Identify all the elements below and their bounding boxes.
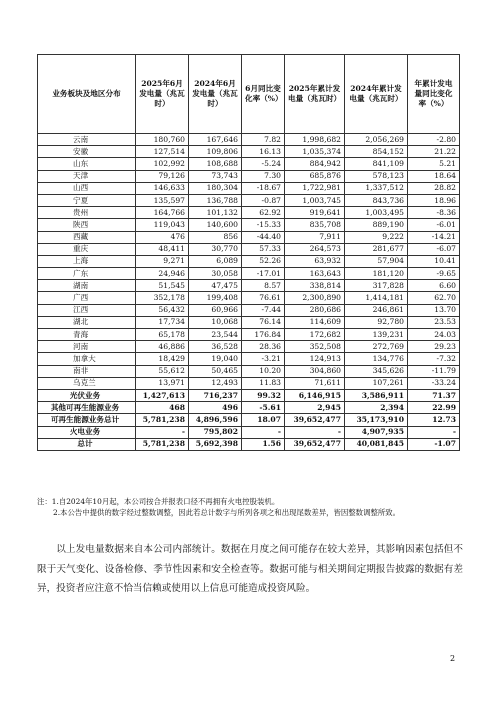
value-cell: 8.57 (242, 280, 285, 292)
summary-value-cell: 6,146,915 (285, 389, 345, 401)
region-cell: 安徽 (38, 146, 136, 158)
value-cell: 7.82 (242, 134, 285, 146)
value-cell: -9.65 (408, 268, 460, 280)
table-row (38, 243, 460, 255)
summary-value-cell: 1.56 (242, 438, 285, 450)
summary-row (38, 438, 460, 450)
value-cell: 19,040 (189, 353, 242, 365)
value-cell: 1,414,181 (345, 292, 408, 304)
region-cell: 湖南 (38, 280, 136, 292)
value-cell: 1,722,981 (285, 182, 345, 194)
summary-value-cell: 795,802 (189, 426, 242, 438)
value-cell: 50,465 (189, 365, 242, 377)
value-cell: 163,643 (285, 268, 345, 280)
value-cell: 28.82 (408, 182, 460, 194)
value-cell: 71,611 (285, 377, 345, 389)
summary-value-cell: - (242, 426, 285, 438)
value-cell: 109,806 (189, 146, 242, 158)
summary-row (38, 402, 460, 414)
footnotes (37, 497, 467, 518)
table-row (38, 255, 460, 267)
region-cell: 河南 (38, 341, 136, 353)
region-cell: 云南 (38, 134, 136, 146)
value-cell: 1,337,512 (345, 182, 408, 194)
value-cell: 1,035,374 (285, 146, 345, 158)
summary-value-cell: 496 (189, 402, 242, 414)
table-row (38, 353, 460, 365)
disclaimer-text: 以上发电量数据来自本公司内部统计。数据在月度之间可能存在较大差异，其影响因素包括但不限于天气变化、设备检修、季节性因素和安全检查等。数据可能与相关期间定期报告披露的数据有差异，投资者应注意不恰当信赖或使用以上信息可能造成投资风险。 (37, 544, 463, 595)
value-cell: 36,528 (189, 341, 242, 353)
value-cell: 181,120 (345, 268, 408, 280)
summary-value-cell: - (136, 426, 189, 438)
region-cell: 青海 (38, 329, 136, 341)
table-row (38, 219, 460, 231)
value-cell: 854,152 (345, 146, 408, 158)
summary-value-cell: 5,781,238 (136, 414, 189, 426)
table-row (38, 377, 460, 389)
table-row (38, 146, 460, 158)
summary-value-cell: -1.07 (408, 438, 460, 450)
value-cell: 338,814 (285, 280, 345, 292)
value-cell: 199,408 (189, 292, 242, 304)
value-cell: 176.84 (242, 329, 285, 341)
summary-row (38, 414, 460, 426)
value-cell: 17,734 (136, 316, 189, 328)
summary-value-cell: - (285, 426, 345, 438)
value-cell: 30,058 (189, 268, 242, 280)
table-row (38, 329, 460, 341)
value-cell: 24,946 (136, 268, 189, 280)
value-cell: -2.80 (408, 134, 460, 146)
footnote-2: 2.本公告中提供的数字经过整数调整，因此若总计数字与所列各项之和出现尾数差异，皆因整数调整所致。 (53, 507, 401, 517)
value-cell: 23,544 (189, 329, 242, 341)
summary-label-cell: 火电业务 (38, 426, 136, 438)
region-cell: 重庆 (38, 243, 136, 255)
header-region: 业务板块及地区分布 (38, 55, 136, 134)
value-cell: 114,609 (285, 316, 345, 328)
value-cell: 119,043 (136, 219, 189, 231)
summary-value-cell: 22.99 (408, 402, 460, 414)
value-cell: 476 (136, 231, 189, 243)
value-cell: 1,003,495 (345, 207, 408, 219)
value-cell: 2,300,890 (285, 292, 345, 304)
summary-value-cell: 4,907,935 (345, 426, 408, 438)
value-cell: -33.24 (408, 377, 460, 389)
summary-value-cell: 99.32 (242, 389, 285, 401)
value-cell: 108,688 (189, 158, 242, 170)
value-cell: 73,743 (189, 170, 242, 182)
region-cell: 南非 (38, 365, 136, 377)
value-cell: 345,626 (345, 365, 408, 377)
value-cell: 76.61 (242, 292, 285, 304)
footnote-1: 注：1.自2024年10月起，本公司按合并报表口径不再拥有火电控股装机。 (37, 497, 280, 506)
value-cell: -7.44 (242, 304, 285, 316)
summary-label-cell: 光伏业务 (38, 389, 136, 401)
value-cell: 23.53 (408, 316, 460, 328)
table-row (38, 207, 460, 219)
value-cell: 16.13 (242, 146, 285, 158)
value-cell: 62.70 (408, 292, 460, 304)
generation-table (37, 54, 460, 451)
table-row (38, 268, 460, 280)
value-cell: 272,769 (345, 341, 408, 353)
summary-row (38, 426, 460, 438)
region-cell: 天津 (38, 170, 136, 182)
region-cell: 西藏 (38, 231, 136, 243)
table-row (38, 194, 460, 206)
value-cell: 18.64 (408, 170, 460, 182)
summary-value-cell: 40,081,845 (345, 438, 408, 450)
value-cell: 102,992 (136, 158, 189, 170)
table-row (38, 316, 460, 328)
value-cell: 685,876 (285, 170, 345, 182)
table-row (38, 158, 460, 170)
value-cell: 24.03 (408, 329, 460, 341)
value-cell: -44.40 (242, 231, 285, 243)
summary-value-cell: 39,652,477 (285, 438, 345, 450)
value-cell: -18.67 (242, 182, 285, 194)
region-cell: 湖北 (38, 316, 136, 328)
value-cell: 246,861 (345, 304, 408, 316)
value-cell: 52.26 (242, 255, 285, 267)
value-cell: 124,913 (285, 353, 345, 365)
value-cell: 140,600 (189, 219, 242, 231)
value-cell: 884,942 (285, 158, 345, 170)
table-row (38, 365, 460, 377)
summary-value-cell: 3,586,911 (345, 389, 408, 401)
value-cell: 180,304 (189, 182, 242, 194)
value-cell: 919,641 (285, 207, 345, 219)
value-cell: 48,411 (136, 243, 189, 255)
value-cell: -6.07 (408, 243, 460, 255)
summary-value-cell: 18.07 (242, 414, 285, 426)
region-cell: 陕西 (38, 219, 136, 231)
region-cell: 江西 (38, 304, 136, 316)
value-cell: 139,231 (345, 329, 408, 341)
value-cell: 10.20 (242, 365, 285, 377)
value-cell: 12,493 (189, 377, 242, 389)
value-cell: 21.22 (408, 146, 460, 158)
value-cell: 51,545 (136, 280, 189, 292)
value-cell: 101,132 (189, 207, 242, 219)
value-cell: -8.36 (408, 207, 460, 219)
summary-value-cell: 4,896,596 (189, 414, 242, 426)
table-row (38, 134, 460, 146)
table-header-row (38, 55, 460, 134)
value-cell: 180,760 (136, 134, 189, 146)
value-cell: 7,911 (285, 231, 345, 243)
value-cell: 10,068 (189, 316, 242, 328)
value-cell: 304,860 (285, 365, 345, 377)
value-cell: -14.21 (408, 231, 460, 243)
region-cell: 广西 (38, 292, 136, 304)
region-cell: 山东 (38, 158, 136, 170)
value-cell: 578,123 (345, 170, 408, 182)
summary-value-cell: 2,394 (345, 402, 408, 414)
summary-value-cell: 716,237 (189, 389, 242, 401)
value-cell: 79,126 (136, 170, 189, 182)
value-cell: 29.23 (408, 341, 460, 353)
value-cell: 5.21 (408, 158, 460, 170)
table-row (38, 280, 460, 292)
value-cell: 264,573 (285, 243, 345, 255)
value-cell: 57.33 (242, 243, 285, 255)
table-row (38, 170, 460, 182)
value-cell: 841,109 (345, 158, 408, 170)
value-cell: 13.70 (408, 304, 460, 316)
summary-value-cell: 1,427,613 (136, 389, 189, 401)
region-cell: 加拿大 (38, 353, 136, 365)
table-row (38, 231, 460, 243)
value-cell: 164,766 (136, 207, 189, 219)
summary-value-cell: 39,652,477 (285, 414, 345, 426)
value-cell: -17.01 (242, 268, 285, 280)
value-cell: 167,646 (189, 134, 242, 146)
value-cell: -3.21 (242, 353, 285, 365)
value-cell: 135,597 (136, 194, 189, 206)
value-cell: 9,222 (345, 231, 408, 243)
value-cell: 92,780 (345, 316, 408, 328)
summary-value-cell: - (408, 426, 460, 438)
disclaimer-paragraph (37, 540, 463, 599)
header-ytd-yoy: 年累计发电量同比变化率（%） (408, 55, 460, 134)
value-cell: 280,686 (285, 304, 345, 316)
value-cell: 281,677 (345, 243, 408, 255)
value-cell: -11.79 (408, 365, 460, 377)
value-cell: 134,776 (345, 353, 408, 365)
page-number: 2 (450, 654, 456, 663)
region-cell: 乌克兰 (38, 377, 136, 389)
value-cell: 172,682 (285, 329, 345, 341)
value-cell: 856 (189, 231, 242, 243)
value-cell: 843,736 (345, 194, 408, 206)
table-row (38, 182, 460, 194)
region-cell: 山西 (38, 182, 136, 194)
region-cell: 贵州 (38, 207, 136, 219)
value-cell: -5.24 (242, 158, 285, 170)
value-cell: -6.01 (408, 219, 460, 231)
summary-value-cell: 12.73 (408, 414, 460, 426)
value-cell: 18.96 (408, 194, 460, 206)
value-cell: 1,003,745 (285, 194, 345, 206)
summary-value-cell: 468 (136, 402, 189, 414)
value-cell: 146,633 (136, 182, 189, 194)
summary-label-cell: 可再生能源业务总计 (38, 414, 136, 426)
region-cell: 广东 (38, 268, 136, 280)
value-cell: 6.60 (408, 280, 460, 292)
summary-row (38, 389, 460, 401)
value-cell: -0.87 (242, 194, 285, 206)
value-cell: 9,271 (136, 255, 189, 267)
value-cell: 62.92 (242, 207, 285, 219)
value-cell: 10.41 (408, 255, 460, 267)
value-cell: 13,971 (136, 377, 189, 389)
value-cell: 6,089 (189, 255, 242, 267)
table-row (38, 292, 460, 304)
summary-value-cell: 5,781,238 (136, 438, 189, 450)
value-cell: 28.36 (242, 341, 285, 353)
value-cell: -15.33 (242, 219, 285, 231)
header-ytd-2025: 2025年累计发电量（兆瓦时） (285, 55, 345, 134)
header-jun-yoy: 6月同比变化率（%） (242, 55, 285, 134)
value-cell: 317,828 (345, 280, 408, 292)
header-jun-2024: 2024年6月发电量（兆瓦时） (189, 55, 242, 134)
summary-label-cell: 其他可再生能源业务 (38, 402, 136, 414)
summary-value-cell: 35,173,910 (345, 414, 408, 426)
summary-value-cell: 71.37 (408, 389, 460, 401)
region-cell: 宁夏 (38, 194, 136, 206)
table-row (38, 341, 460, 353)
value-cell: 47,475 (189, 280, 242, 292)
value-cell: 55,612 (136, 365, 189, 377)
value-cell: 18,429 (136, 353, 189, 365)
value-cell: 60,966 (189, 304, 242, 316)
summary-label-cell: 总计 (38, 438, 136, 450)
header-jun-2025: 2025年6月发电量（兆瓦时） (136, 55, 189, 134)
value-cell: 136,788 (189, 194, 242, 206)
value-cell: 46,886 (136, 341, 189, 353)
value-cell: 57,904 (345, 255, 408, 267)
summary-value-cell: -5.61 (242, 402, 285, 414)
summary-value-cell: 2,945 (285, 402, 345, 414)
value-cell: 76.14 (242, 316, 285, 328)
region-cell: 上海 (38, 255, 136, 267)
value-cell: 835,708 (285, 219, 345, 231)
value-cell: 352,508 (285, 341, 345, 353)
value-cell: 65,178 (136, 329, 189, 341)
header-ytd-2024: 2024年累计发电量（兆瓦时） (345, 55, 408, 134)
value-cell: 127,514 (136, 146, 189, 158)
value-cell: 107,261 (345, 377, 408, 389)
value-cell: -7.32 (408, 353, 460, 365)
value-cell: 30,770 (189, 243, 242, 255)
value-cell: 63,932 (285, 255, 345, 267)
summary-value-cell: 5,692,398 (189, 438, 242, 450)
value-cell: 56,432 (136, 304, 189, 316)
value-cell: 7.30 (242, 170, 285, 182)
value-cell: 889,190 (345, 219, 408, 231)
value-cell: 1,998,682 (285, 134, 345, 146)
value-cell: 11.83 (242, 377, 285, 389)
table-row (38, 304, 460, 316)
value-cell: 2,056,269 (345, 134, 408, 146)
value-cell: 352,178 (136, 292, 189, 304)
